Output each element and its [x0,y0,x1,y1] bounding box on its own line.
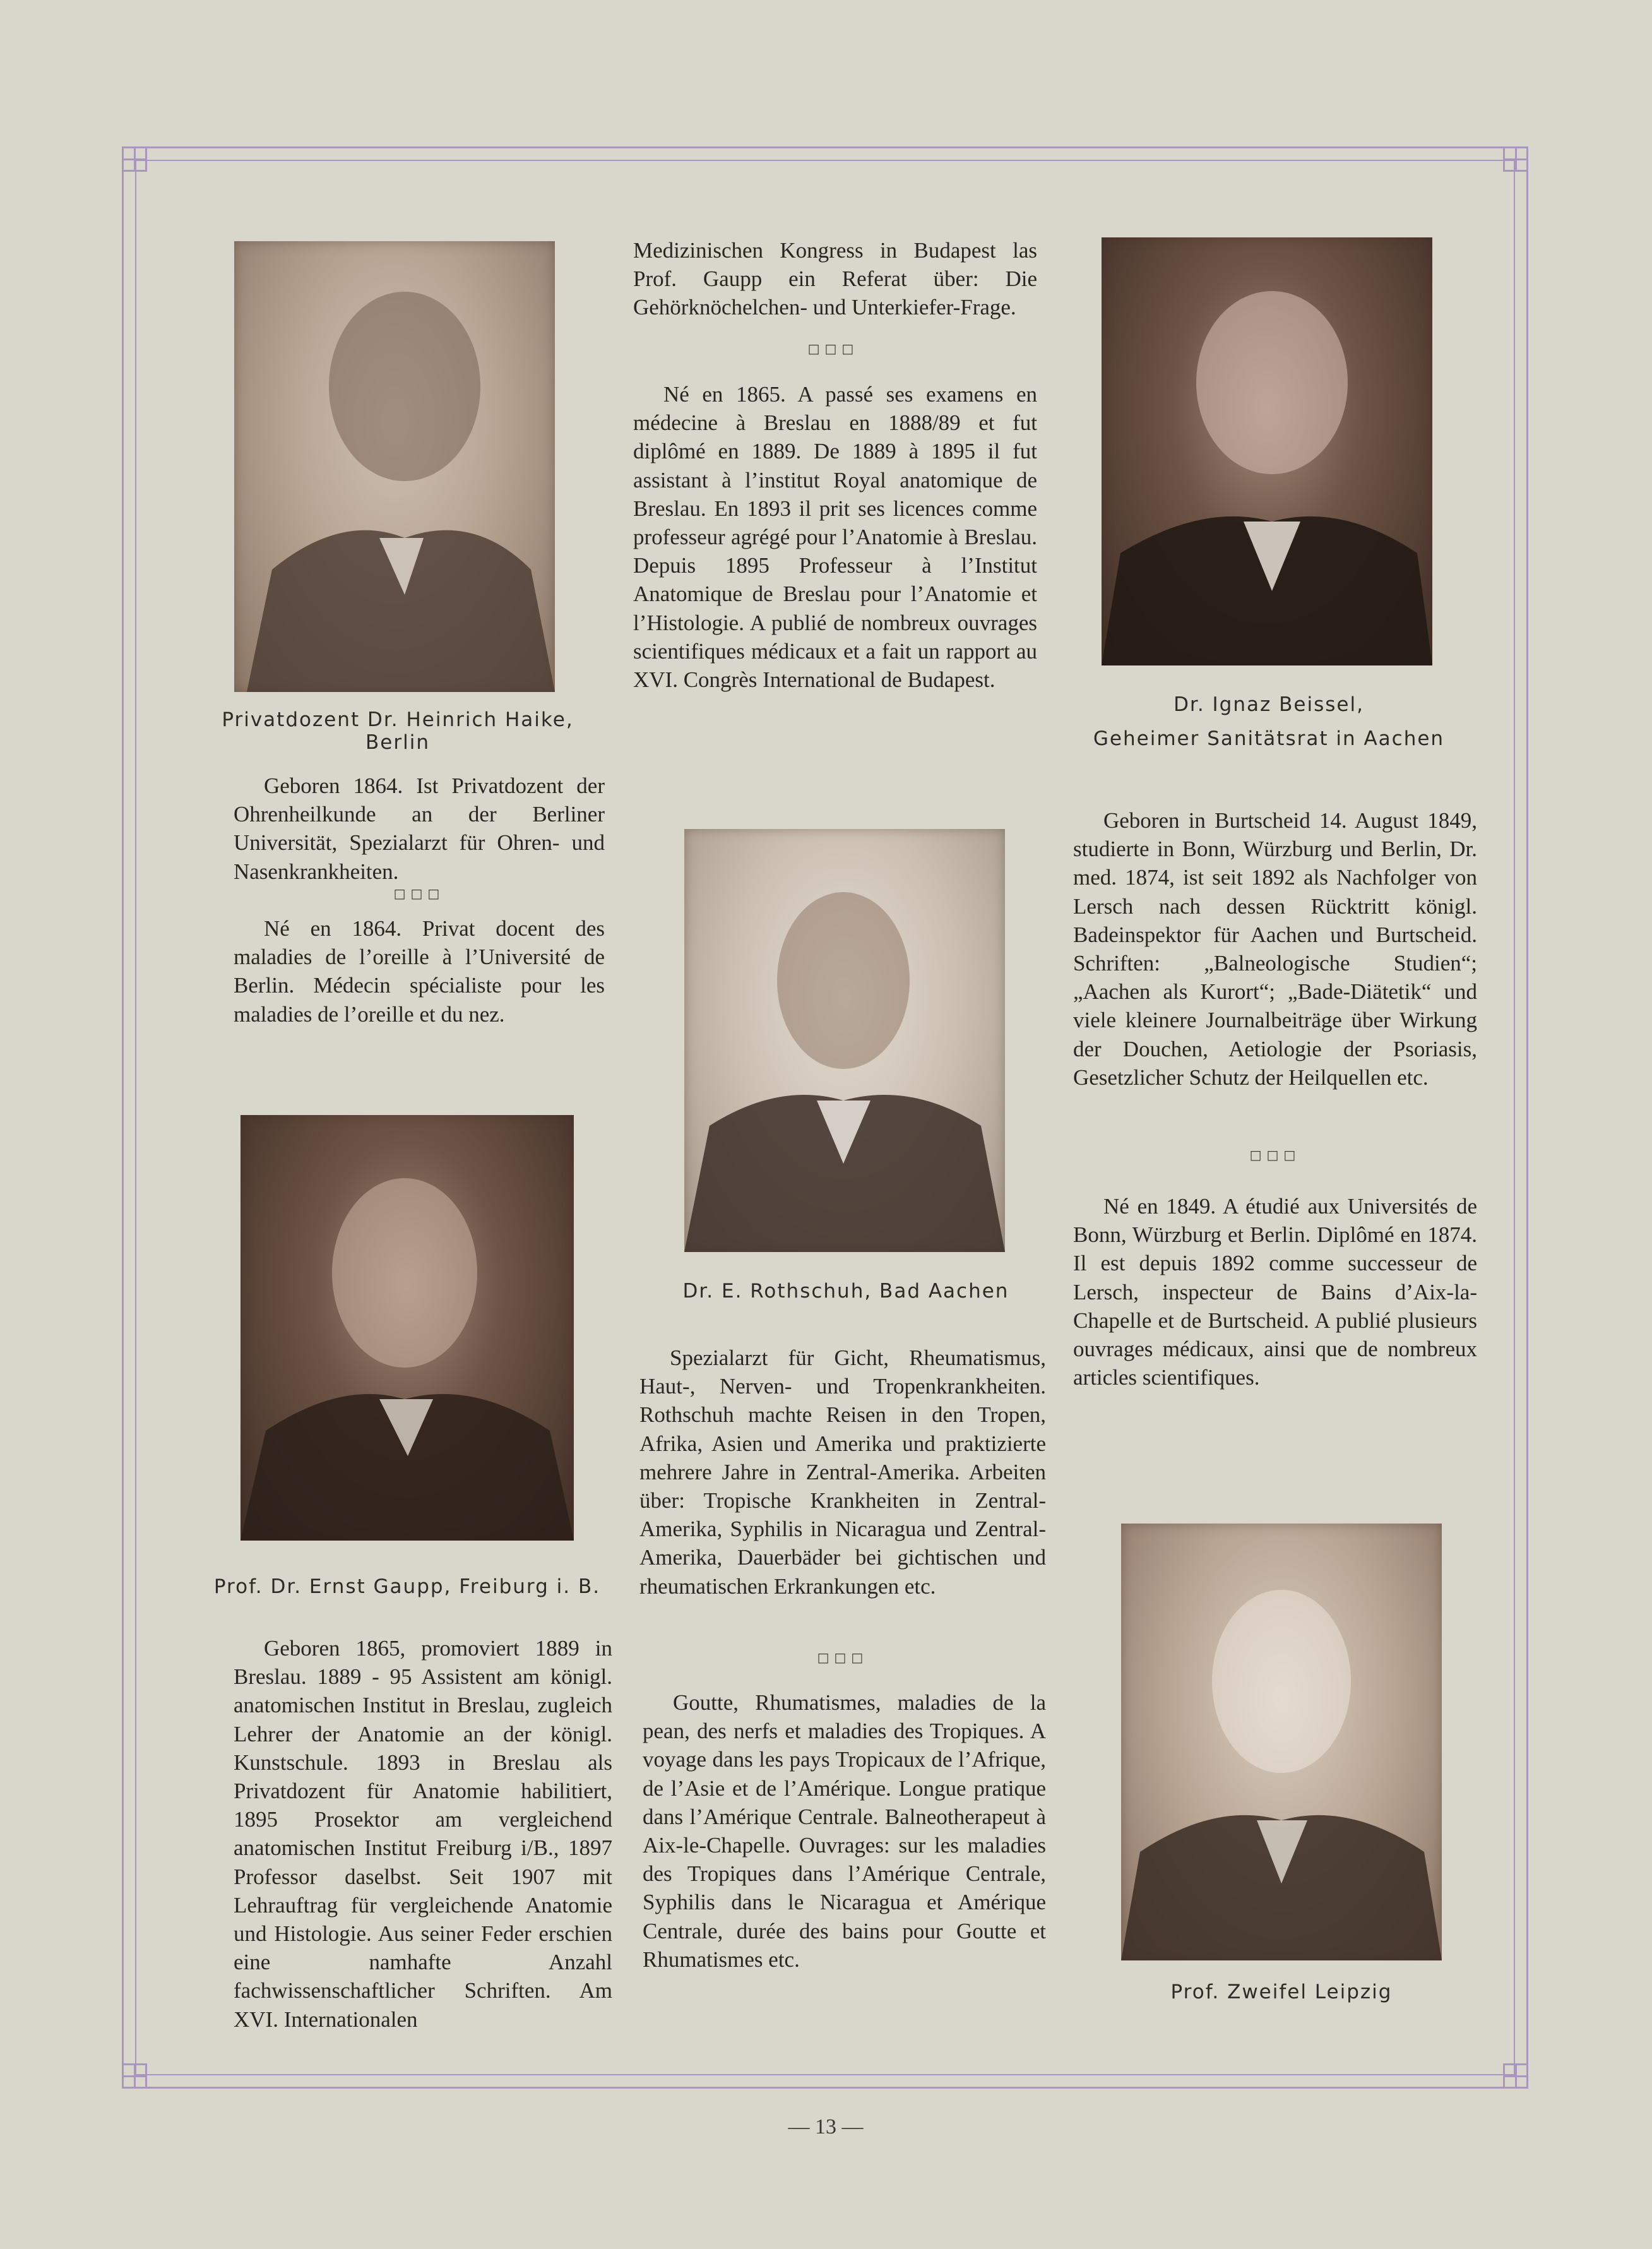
corner-ornament-bottom-left [122,2063,147,2089]
section-separator: □□□ [393,886,445,901]
bio-gaupp-french: Né en 1865. A passé ses examens en médecine à Breslau en 1888/89 et fut diplômé en 1889. De 1889 à 1895 il fut assistant à l’institut Royal anatomique de Breslau. En 1893 il prit ses licences comme professeur agrégé pour l’Anatomie à Breslau. Depuis 1895 Professeur à l’Institut Anatomique de Breslau pour l’Anatomie et l’Histologie. A publié de nombreux ouvrages scientifiques médicaux et a fait un rapport au XVI. Congrès International de Budapest. [633,382,1037,693]
caption-gaupp: Prof. Dr. Ernst Gaupp, Freiburg i. B. [213,1575,601,1598]
caption-haike: Privatdozent Dr. Heinrich Haike, Berlin [222,708,574,754]
bio-gaupp-german-continued: Medizinischen Kongress in Budapest las Prof. Gaupp ein Referat über: Die Gehörknöchelchen- und Unterkiefer-Frage. [633,238,1037,320]
bio-rothschuh-french: Goutte, Rhumatismes, maladies de la pean, des nerfs et maladies des Tropiques. A voyage dans les pays Tropicaux de l’Afrique, de l’Asie et de l’Amérique. Longue pratique dans l’Amérique Centrale. Balneotherapeut à Aix-le-Chapelle. Ouvrages: sur les maladies des Tropiques dans l’Amérique Centrale, Syphilis dans le Nicaragua et Amérique Centrale, durée des bains pour Goutte et Rhumatismes etc. [643,1690,1046,1972]
portrait-photo-rothschuh [684,829,1005,1252]
corner-ornament-top-left [122,146,147,172]
caption-beissel-line2: Geheimer Sanitätsrat in Aachen [1093,727,1445,750]
portrait-photo-haike [234,241,555,692]
section-separator: □□□ [817,1650,869,1665]
caption-zweifel: Prof. Zweifel Leipzig [1170,1981,1393,2003]
portrait-silhouette-icon [234,241,555,692]
corner-ornament-bottom-right [1503,2063,1528,2089]
caption-rothschuh: Dr. E. Rothschuh, Bad Aachen [682,1280,1009,1303]
portrait-silhouette-icon [1121,1524,1442,1960]
bio-rothschuh-german: Spezialarzt für Gicht, Rheumatismus, Haut-, Nerven- und Tropenkrankheiten. Rothschuh machte Reisen in den Tropen, Afrika, Asien und Amerika und praktizierte mehrere Jahre in Zentral-Amerika. Arbeiten über: Tropische Krankheiten in Zentral-Amerika, Syphilis in Nicaragua und Zentral-Amerika, Dauerbäder bei gichtischen und rheumatischen Erkrankungen etc. [639,1345,1046,1599]
bio-beissel-german: Geboren in Burtscheid 14. August 1849, studierte in Bonn, Würzburg und Berlin, Dr. med. 1874, ist seit 1892 als Nachfolger von Lersch nach dessen Rücktritt königl. Badeinspektor für Aachen und Burtscheid. Schriften: „Balneologische Studien“; „Aachen als Kurort“; „Bade-Diätetik“ und viele kleinere Journalbeiträge über Wirkung der Douchen, Aetiologie der Psoriasis, Gesetzlicher Schutz der Heilquellen etc. [1073,808,1477,1090]
bio-beissel-french: Né en 1849. A étudié aux Universités de Bonn, Würzburg et Berlin. Diplômé en 1874. Il est depuis 1892 comme successeur de Lersch, inspecteur de Bains d’Aix-la-Chapelle et de Burtscheid. A publié plusieurs ouvrages médicaux, ainsi que de nombreux articles scientifiques. [1073,1194,1477,1390]
portrait-photo-gaupp [241,1115,574,1541]
bio-gaupp-german: Geboren 1865, promoviert 1889 in Breslau. 1889 - 95 Assistent am königl. anatomischen Institut in Breslau, zugleich Lehrer der Anatomie an der königl. Kunstschule. 1893 in Breslau als Privatdozent für Anatomie habilitiert, 1895 Prosektor am vergleichend anatomischen Institut Freiburg i/B., 1897 Professor daselbst. Seit 1907 mit Lehrauftrag für vergleichende Anatomie und Histologie. Aus seiner Feder erschien eine namhafte Anzahl fachwissenschaftlicher Schriften. Am XVI. Internationalen [234,1636,612,2032]
page-number: — 13 — [788,2115,864,2139]
corner-ornament-top-right [1503,146,1528,172]
bio-haike-german: Geboren 1864. Ist Privatdozent der Ohrenheilkunde an der Berliner Universität, Spezialarzt für Ohren- und Nasenkrankheiten. [234,773,605,884]
bio-haike-french: Né en 1864. Privat docent des maladies de l’oreille à l’Université de Berlin. Médecin spécialiste pour les maladies de l’oreille et du nez. [234,916,605,1027]
caption-beissel-line1: Dr. Ignaz Beissel, [1174,693,1364,716]
portrait-silhouette-icon [241,1115,574,1541]
section-separator: □□□ [1249,1147,1301,1162]
section-separator: □□□ [807,341,859,356]
portrait-silhouette-icon [1102,237,1432,665]
portrait-silhouette-icon [684,829,1005,1252]
portrait-photo-zweifel [1121,1524,1442,1960]
portrait-photo-beissel [1102,237,1432,665]
